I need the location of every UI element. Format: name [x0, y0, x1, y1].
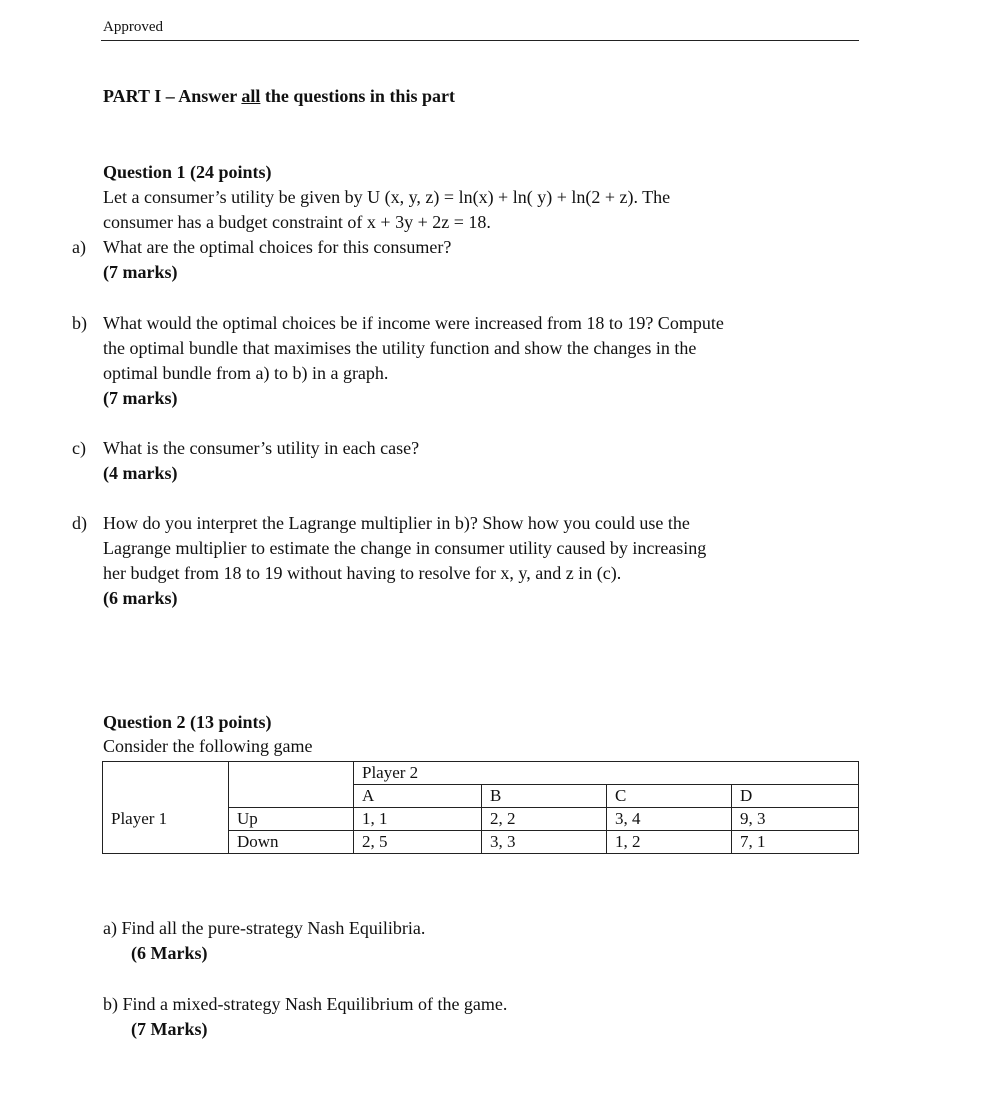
header-label: Approved [103, 19, 163, 35]
part-title-emphasis: all [241, 86, 261, 106]
row-strategy: Down [229, 831, 354, 854]
part-title-suffix: the questions in this part [260, 86, 455, 106]
player-2-header: Player 2 [354, 762, 859, 785]
question-2-title: Question 2 (13 points) [103, 712, 272, 732]
part-label-b: b) [72, 313, 87, 333]
part-text-line: the optimal bundle that maximises the utility function and show the changes in the [103, 338, 697, 358]
part-marks: (7 Marks) [131, 1019, 208, 1039]
part-marks: (7 marks) [103, 262, 178, 282]
table-row [103, 808, 859, 831]
part-text-line: What would the optimal choices be if income were increased from 18 to 19? Compute [103, 313, 724, 333]
table-cell [229, 762, 354, 785]
column-header: A [354, 785, 482, 808]
part-text-line: b) Find a mixed-strategy Nash Equilibrium of the game. [103, 994, 508, 1014]
question-1-part-d [103, 511, 706, 611]
part-text-line: her budget from 18 to 19 without having to resolve for x, y, and z in (c). [103, 563, 622, 583]
table-cell [103, 785, 229, 808]
part-marks: (7 marks) [103, 388, 178, 408]
player-1-label: Player 1 [103, 808, 229, 854]
question-2-intro: Consider the following game [103, 736, 313, 756]
table-cell [229, 785, 354, 808]
part-label-a: a) [72, 237, 86, 257]
part-marks: (6 marks) [103, 588, 178, 608]
question-1-part-b [103, 311, 724, 411]
question-1-part-a [103, 235, 451, 285]
part-text-line: optimal bundle from a) to b) in a graph. [103, 363, 389, 383]
question-2 [103, 710, 312, 758]
question-2-part-a [103, 916, 425, 966]
payoff-cell: 2, 5 [354, 831, 482, 854]
payoff-cell: 1, 2 [607, 831, 732, 854]
table-row [103, 762, 859, 785]
column-header: C [607, 785, 732, 808]
part-text-line: a) Find all the pure-strategy Nash Equilibria. [103, 918, 426, 938]
part-text-line: Lagrange multiplier to estimate the change in consumer utility caused by increasing [103, 538, 707, 558]
column-header: D [732, 785, 859, 808]
question-1-intro-line: consumer has a budget constraint of x + 3y + 2z = 18. [103, 212, 491, 232]
payoff-cell: 1, 1 [354, 808, 482, 831]
payoff-table [102, 761, 859, 854]
question-1-intro-line: Let a consumer’s utility be given by U (x, y, z) = ln(x) + ln( y) + ln(2 + z). The [103, 187, 671, 207]
question-1-title: Question 1 (24 points) [103, 162, 272, 182]
payoff-cell: 7, 1 [732, 831, 859, 854]
part-label-d: d) [72, 513, 87, 533]
question-1 [103, 160, 670, 235]
part-text-line: How do you interpret the Lagrange multiplier in b)? Show how you could use the [103, 513, 690, 533]
payoff-cell: 3, 3 [482, 831, 607, 854]
part-marks: (6 Marks) [131, 943, 208, 963]
part-label-c: c) [72, 438, 86, 458]
table-cell [103, 762, 229, 785]
header-divider [101, 40, 859, 41]
part-text-line: What is the consumer’s utility in each case? [103, 438, 420, 458]
question-1-part-c [103, 436, 419, 486]
part-text-line: What are the optimal choices for this consumer? [103, 237, 452, 257]
table-row [103, 785, 859, 808]
column-header: B [482, 785, 607, 808]
part-marks: (4 marks) [103, 463, 178, 483]
payoff-cell: 2, 2 [482, 808, 607, 831]
question-2-part-b [103, 992, 507, 1042]
row-strategy: Up [229, 808, 354, 831]
payoff-cell: 3, 4 [607, 808, 732, 831]
part-title [103, 86, 455, 107]
part-title-prefix: PART I – Answer [103, 86, 242, 106]
payoff-cell: 9, 3 [732, 808, 859, 831]
